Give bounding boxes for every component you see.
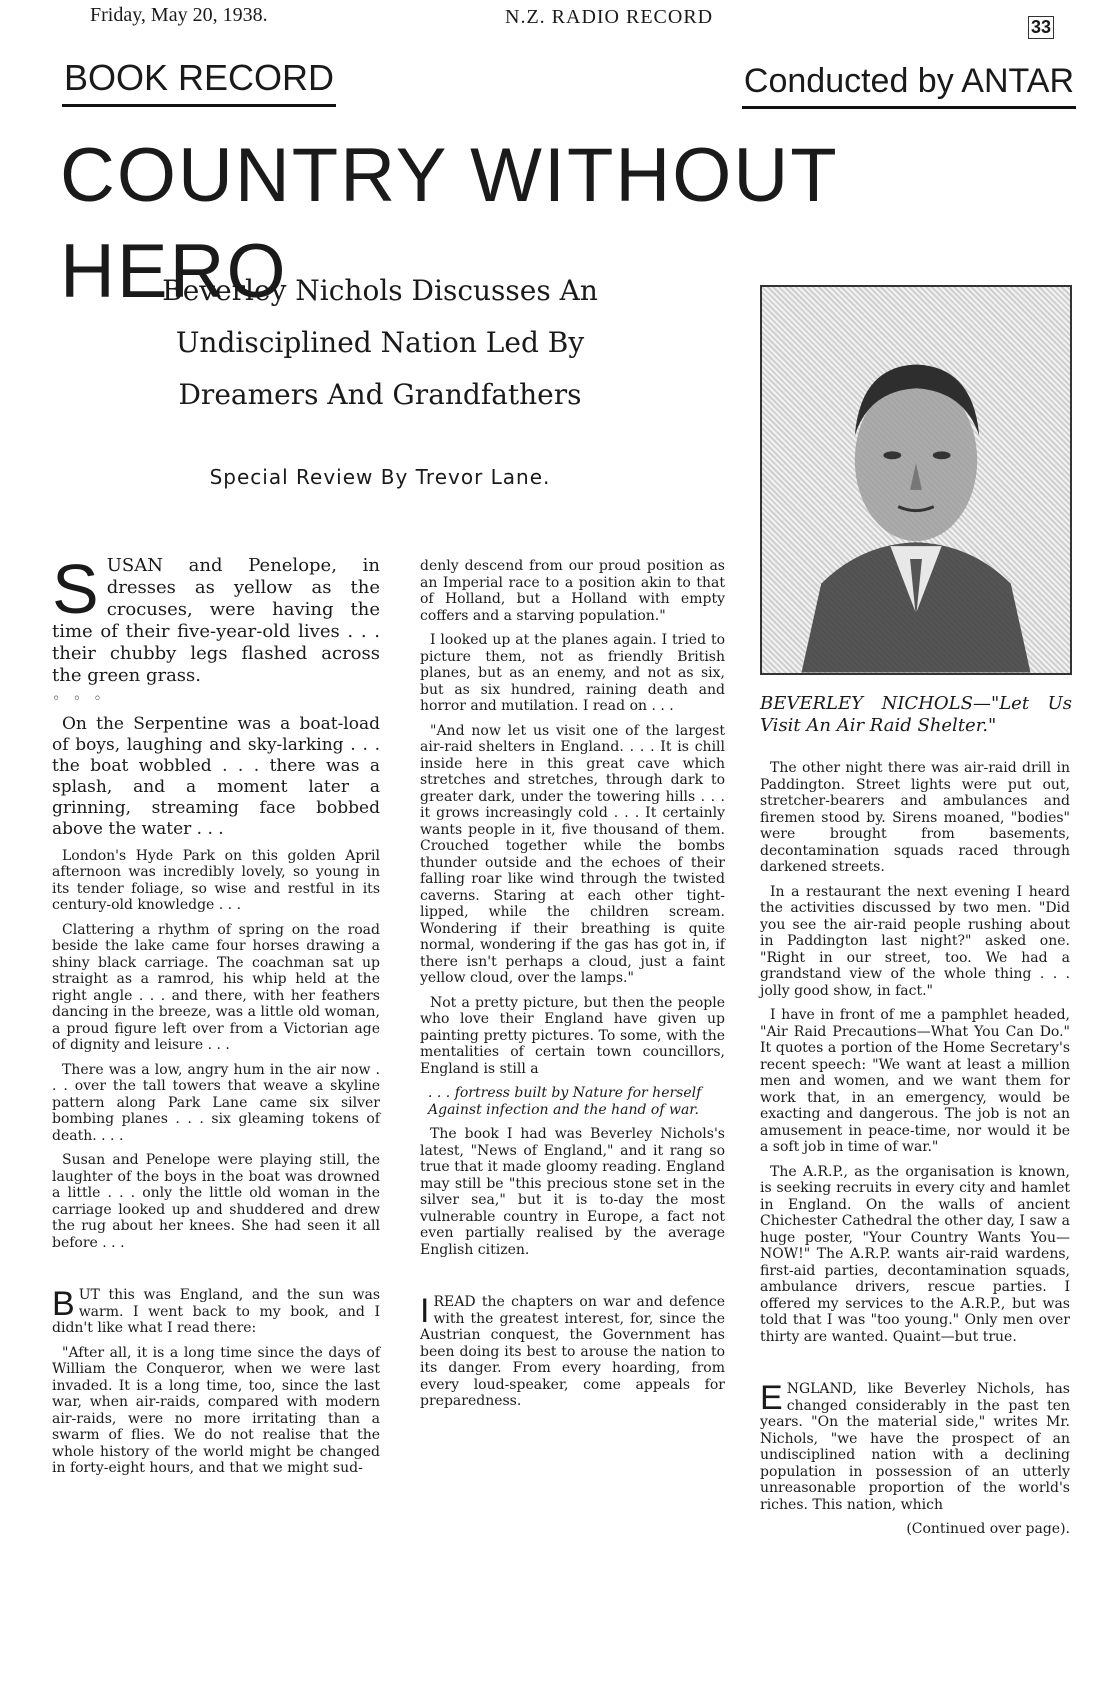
section-editor: Conducted by ANTAR <box>742 60 1076 109</box>
paragraph: London's Hyde Park on this golden April afternoon was incredibly lovely, so young in its tender foliage, so wise and restful in its century-old knowledge . . . <box>52 847 380 913</box>
continued-note: (Continued over page). <box>906 1521 1070 1537</box>
verse-quote: Against infection and the hand of war. <box>428 1101 699 1118</box>
subhead-line: Beverley Nichols Discusses An <box>162 274 598 307</box>
article-column-2 <box>420 558 725 1418</box>
paragraph: The A.R.P., as the organisation is known, is seeking recruits in every city and hamlet in England. On the walls of ancient Chichester Cathedral the other day, I saw a huge poster, "Your Country Wants You—NOW!" The A.R.P. wants air-raid wardens, first-aid parties, decontamination squads, ambulance drivers, rescue parties. I offered my services to the A.R.P., but was told that I was "too young." Only men over thirty are wanted. Quaint—but true. <box>760 1163 1070 1345</box>
drop-cap: I <box>420 1292 430 1330</box>
paragraph: "And now let us visit one of the largest air-raid shelters in England. . . . It is chill inside here in this great cave which stretches and stretches, through dark to greater dark, under the towering hills . . . it grows increasingly cold . . . It certainly wants people in it, five thousand of them. Crouched together while the bombs thunder outside and the echoes of their falling roar like wind through the twisted caverns. Staring at each other tight-lipped, while the children scream. Wondering if their breathing is quite normal, wondering if the gas has got in, if there isn't perhaps a cloud, just a faint yellow cloud, over the lamps." <box>420 722 725 986</box>
paragraph: USAN and Penelope, in dresses as yellow as the crocuses, were having the time of their five-year-old lives . . . their chubby legs flashed across the green grass. <box>52 555 380 686</box>
paragraph: Clattering a rhythm of spring on the road beside the lake came four horses drawing a shiny black carriage. The coachman sat up straight as a ramrod, his whip held at the right angle . . . and there, with her feathers dancing in the breeze, was a little old woman, a proud figure left over from a Victorian age of dignity and leisure . . . <box>52 921 380 1053</box>
paragraph: Susan and Penelope were playing still, the laughter of the boys in the boat was drowned a little . . . only the little old woman in the carriage looked up and shuddered and drew the rug about her knees. She had seen it all before . . . <box>52 1152 380 1251</box>
spacer <box>52 1259 380 1287</box>
paragraph: There was a low, angry hum in the air now . . . over the tall towers that weave a skyline pattern along Park Lane came six silver bombing planes . . . six gleaming tokens of death. . . . <box>52 1061 380 1144</box>
page-number: 33 <box>1028 16 1054 39</box>
article-headline: COUNTRY WITHOUT HERO <box>60 133 838 314</box>
paragraph: In a restaurant the next evening I heard the activities discussed by two men. "Did you see the air-raid people rushing about in Paddington last night?" asked one. "Right in our street, too. We had a grandstand view of the whole thing . . . jolly good show, in fact." <box>760 883 1070 999</box>
author-portrait <box>760 285 1072 675</box>
drop-cap: B <box>52 1285 75 1323</box>
portrait-caption: BEVERLEY NICHOLS—"Let Us Visit An Air Raid Shelter." <box>760 693 1072 736</box>
subhead-line: Dreamers And Grandfathers <box>178 378 582 411</box>
publication-name: N.Z. RADIO RECORD <box>505 6 714 28</box>
article-column-1 <box>52 550 380 1485</box>
paragraph: I have in front of me a pamphlet headed, "Air Raid Precautions—What You Can Do." It quotes a portion of the Home Secretary's recent speech: "We want at least a million men and women, and we want them for work that, in an emergency, would be exacting and dangerous. The job is not an amusement in peace-time, nor would it be a soft job in time of war." <box>760 1007 1070 1155</box>
paragraph: The other night there was air-raid drill in Paddington. Street lights were put out, stretcher-bearers and ambulances and firemen stood by. Sirens moaned, "bodies" were brought from basements, decontamination squads raced through darkened streets. <box>760 760 1070 875</box>
ornament: ◦ ◦ ◦ <box>52 691 106 707</box>
paragraph: Not a pretty picture, but then the people who love their England have given up painting pretty pictures. To some, with the mentalities of certain town councillors, England is still a <box>420 994 725 1077</box>
paragraph: UT this was England, and the sun was warm. I went back to my book, and I didn't like what I read there: <box>52 1287 380 1336</box>
subhead-line: Undisciplined Nation Led By <box>175 326 585 359</box>
article-column-3 <box>760 760 1070 1546</box>
drop-cap: S <box>52 550 99 628</box>
paragraph: READ the chapters on war and defence with the greatest interest, for, since the Austrian conquest, the Government has been doing its best to arouse the nation to its danger. From every hoarding, from every loud-speaker, come appeals for preparedness. <box>420 1294 725 1409</box>
paragraph: denly descend from our proud position as an Imperial race to a position akin to that of Holland, but a Holland with empty coffers and a starving population." <box>420 558 725 624</box>
issue-date: Friday, May 20, 1938. <box>90 4 268 26</box>
portrait-illustration <box>762 287 1070 673</box>
paragraph: I looked up at the planes again. I tried to picture them, not as friendly British planes, but as an enemy, and not as six, but as six hundred, raining death and horror and mutilation. I read on . . . <box>420 632 725 714</box>
paragraph: On the Serpentine was a boat-load of boys, laughing and sky-larking . . . the boat wobbled . . . there was a splash, and a moment later a grinning, streaming face bobbed above the water . . . <box>52 713 380 839</box>
article-subhead <box>140 265 620 421</box>
section-title: BOOK RECORD <box>62 56 336 107</box>
drop-cap: E <box>760 1379 783 1417</box>
paragraph: The book I had was Beverley Nichols's latest, "News of England," and it rang so true that it made gloomy reading. England may still be "this precious stone set in the silver sea," but it is to-day the most vulnerable country in Europe, a fact not even partially realised by the average English citizen. <box>420 1126 725 1258</box>
paragraph: "After all, it is a long time since the days of William the Conqueror, when we were last invaded. It is a long time, too, since the last war, when air-raids, compared with modern air-raids, were no more irritating than a swarm of flies. We do not realise that the whole history of the world might be changed in forty-eight hours, and that we might sud- <box>52 1344 380 1476</box>
article-byline: Special Review By Trevor Lane. <box>209 465 551 489</box>
spacer <box>760 1353 1070 1381</box>
spacer <box>420 1266 725 1294</box>
masthead <box>60 4 1074 37</box>
paragraph: NGLAND, like Beverley Nichols, has changed considerably in the past ten years. "On the material side," writes Mr. Nichols, "we have the prospect of an undisciplined nation with a declining population in possession of an utterly unreasonable proportion of the world's riches. This nation, which <box>760 1381 1070 1513</box>
verse-quote: . . . fortress built by Nature for herself <box>428 1085 702 1101</box>
